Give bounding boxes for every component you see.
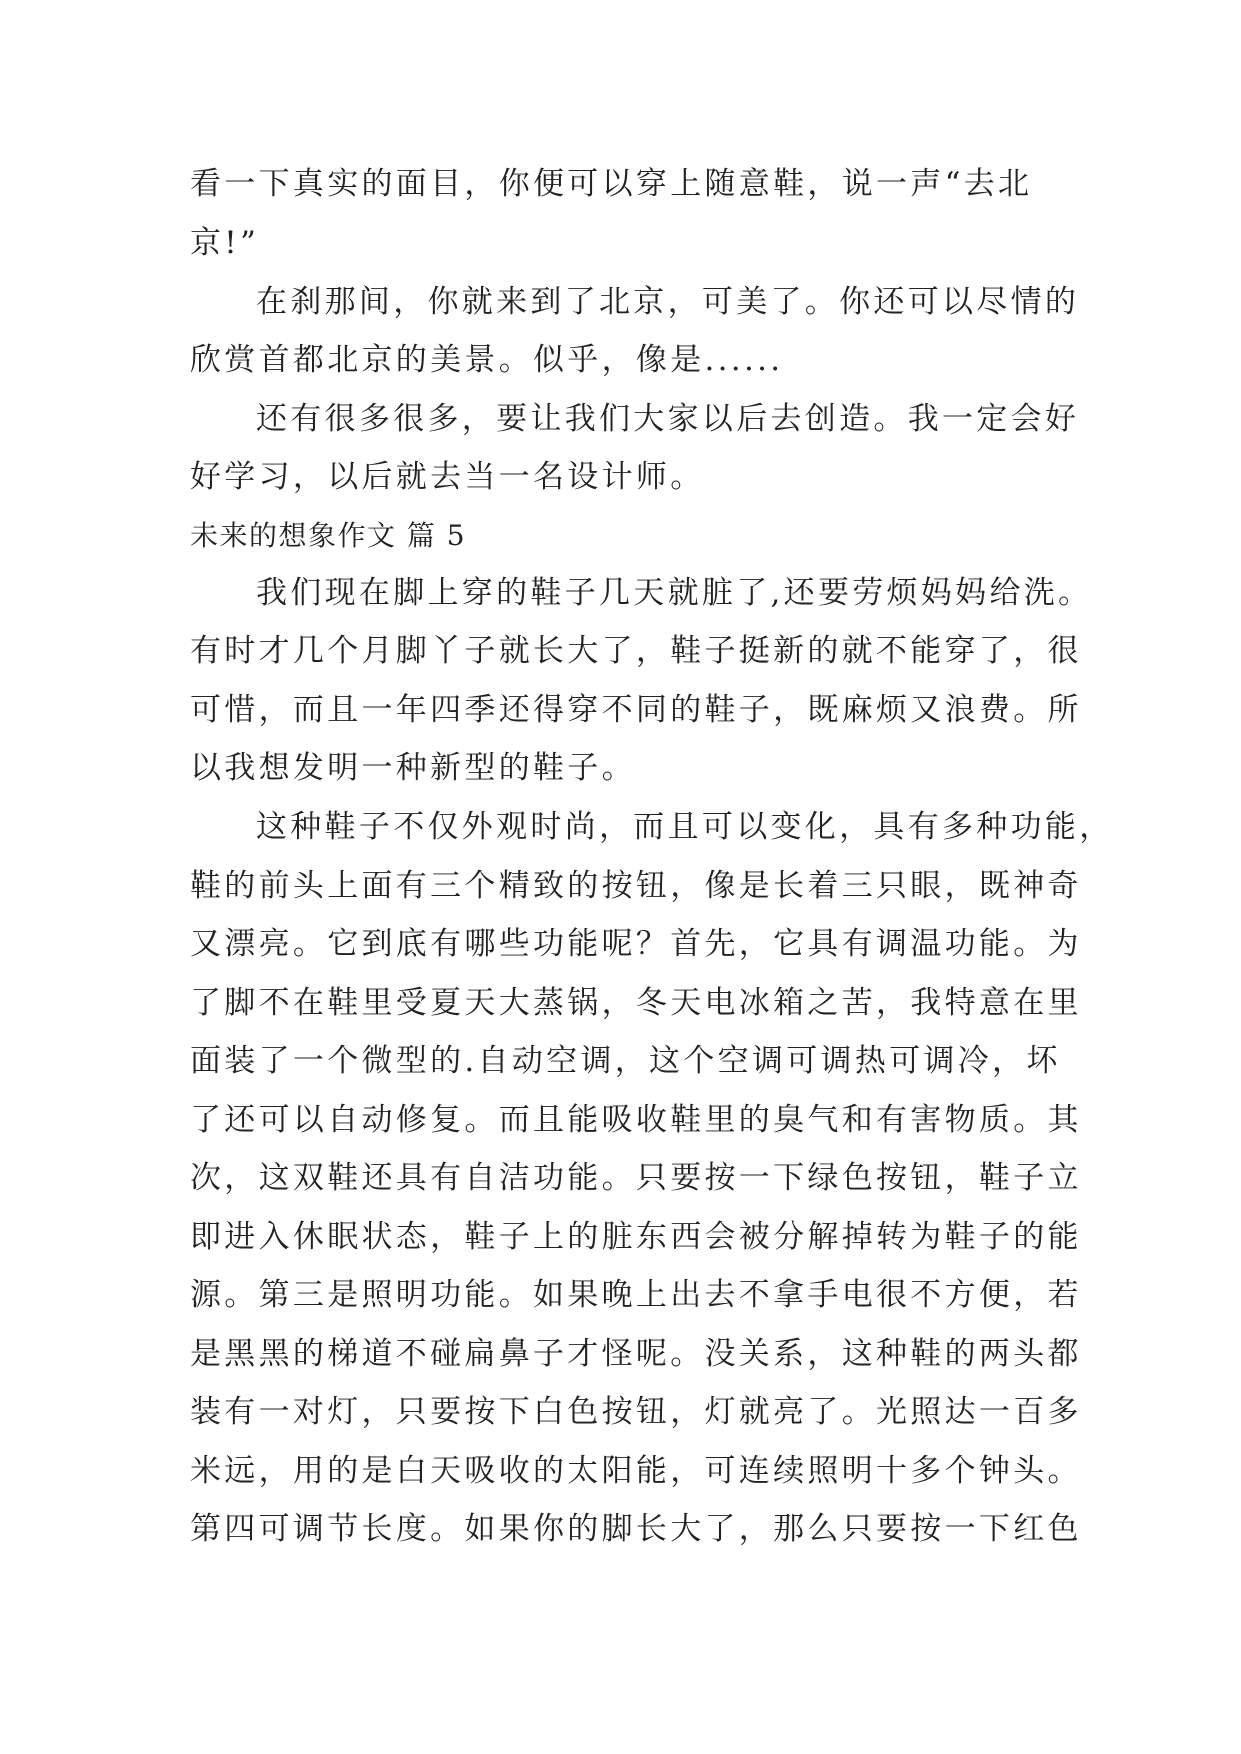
paragraph-line: 了脚不在鞋里受夏天大蒸锅，冬天电冰箱之苦，我特意在里: [190, 985, 1082, 1021]
paragraph-line: 鞋的前头上面有三个精致的按钮，像是长着三只眼，既神奇: [190, 868, 1082, 904]
paragraph-line: 还有很多很多，要让我们大家以后去创造。我一定会好: [256, 401, 1080, 437]
paragraph-line: 以我想发明一种新型的鞋子。: [190, 750, 636, 786]
paragraph-line: 欣赏首都北京的美景。似乎，像是......: [190, 342, 784, 378]
paragraph-line: 看一下真实的面目，你便可以穿上随意鞋，说一声“去北: [190, 166, 1033, 202]
paragraph-line: 了还可以自动修复。而且能吸收鞋里的臭气和有害物质。其: [190, 1102, 1082, 1138]
paragraph-line: 面装了一个微型的.自动空调，这个空调可调热可调冷，坏: [190, 1043, 1061, 1079]
paragraph-line: 可惜，而且一年四季还得穿不同的鞋子，既麻烦又浪费。所: [190, 692, 1082, 728]
paragraph-line: 京!”: [190, 225, 260, 261]
paragraph-line: 第四可调节长度。如果你的脚长大了，那么只要按一下红色: [190, 1511, 1082, 1547]
paragraph-line: 源。第三是照明功能。如果晚上出去不拿手电很不方便，若: [190, 1277, 1082, 1313]
paragraph-line: 在刹那间，你就来到了北京，可美了。你还可以尽情的: [256, 284, 1080, 320]
paragraph-line: 即进入休眠状态，鞋子上的脏东西会被分解掉转为鞋子的能: [190, 1219, 1082, 1255]
paragraph-line: 是黑黑的梯道不碰扁鼻子才怪呢。没关系，这种鞋的两头都: [190, 1336, 1082, 1372]
section-heading: 未来的想象作文 篇 5: [190, 519, 467, 552]
paragraph-line: 好学习，以后就去当一名设计师。: [190, 459, 705, 495]
paragraph-line: 有时才几个月脚丫子就长大了，鞋子挺新的就不能穿了，很: [190, 633, 1082, 669]
paragraph-line: 这种鞋子不仅外观时尚，而且可以变化，具有多种功能，: [256, 809, 1114, 845]
paragraph-line: 装有一对灯，只要按下白色按钮，灯就亮了。光照达一百多: [190, 1394, 1082, 1430]
paragraph-line: 我们现在脚上穿的鞋子几天就脏了,还要劳烦妈妈给洗。: [256, 575, 1093, 611]
paragraph-line: 次，这双鞋还具有自洁功能。只要按一下绿色按钮，鞋子立: [190, 1160, 1082, 1196]
paragraph-line: 米远，用的是白天吸收的太阳能，可连续照明十多个钟头。: [190, 1453, 1082, 1489]
paragraph-line: 又漂亮。它到底有哪些功能呢？首先，它具有调温功能。为: [190, 926, 1082, 962]
